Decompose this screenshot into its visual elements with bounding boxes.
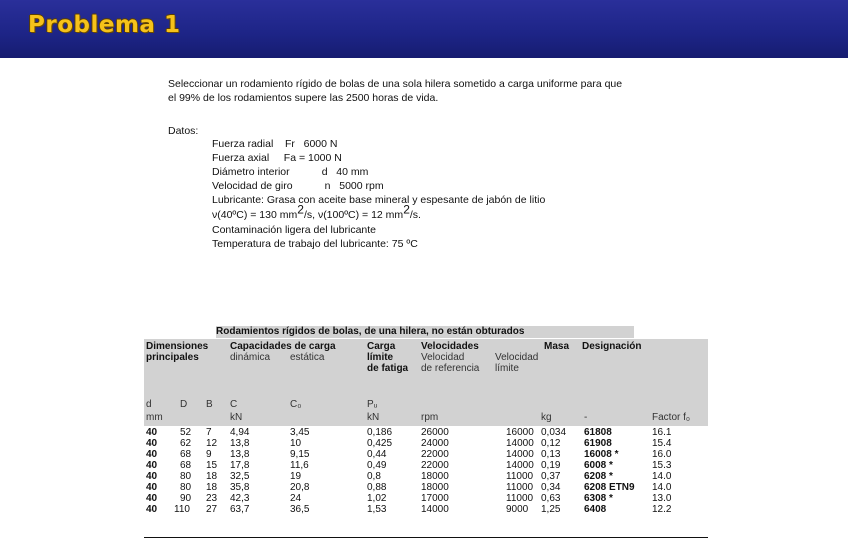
header-factor: Factor f₀ <box>652 412 691 423</box>
datos-item: Fuerza axial Fa = 1000 N <box>212 152 342 164</box>
table-caption: Rodamientos rígidos de bolas, de una hilera, no están obturados <box>216 326 634 338</box>
header-bar <box>0 0 848 58</box>
header-B: B <box>206 399 213 410</box>
viscosity-line: ν(40ºC) = 130 $mm^2/s$, ν(100ºC) = 12 $mm^2/s$. <box>212 202 421 221</box>
datos-item: Fuerza radial Fr 6000 N <box>212 138 338 150</box>
bearing-table <box>144 326 708 540</box>
unit-rpm: rpm <box>421 412 439 423</box>
table-header <box>144 339 708 426</box>
intro-line: Seleccionar un rodamiento rígido de bolas de una sola hilera sometido a carga uniforme para que <box>168 78 623 90</box>
datos-list <box>212 137 672 251</box>
datos-item: Lubricante: Grasa con aceite base mineral y espesante de jabón de litio <box>212 194 546 206</box>
header-C0: C₀ <box>290 399 302 410</box>
unit-kn-2: kN <box>367 412 380 423</box>
header-dimensiones: Dimensiones <box>146 341 209 352</box>
header-masa: Masa <box>544 341 570 352</box>
unit-dash: - <box>584 412 588 423</box>
header-Pu: Pᵤ <box>367 399 378 410</box>
datos-item: Temperatura de trabajo del lubricante: 75 ºC <box>212 238 418 250</box>
table-row: 40 68 9 13,8 9,15 0,44 22000 14000 0,13 16008 * 16.0 <box>146 449 672 460</box>
header-de-referencia: de referencia <box>421 363 480 374</box>
header-principales: principales <box>146 352 199 363</box>
header-estatica: estática <box>290 352 325 363</box>
slide-title: Problema 1 <box>28 12 181 38</box>
unit-kn-1: kN <box>230 412 243 423</box>
header-designacion: Designación <box>582 341 642 352</box>
header-de-fatiga: de fatiga <box>367 363 409 374</box>
unit-kg: kg <box>541 412 552 423</box>
table-row: 40 68 15 17,8 11,6 0,49 22000 14000 0,19 6008 * 15.3 <box>146 460 672 471</box>
table-bottom-rule <box>144 537 708 538</box>
table-row: 40 80 18 32,5 19 0,8 18000 11000 0,37 6208 * 14.0 <box>146 471 672 482</box>
intro-line: el 99% de los rodamientos supere las 2500 horas de vida. <box>168 92 439 104</box>
header-capacidades: Capacidades de carga <box>230 341 336 352</box>
header-C: C <box>230 399 238 410</box>
header-velocidad-ref: Velocidad <box>421 352 465 363</box>
datos-item: Velocidad de giro n 5000 rpm <box>212 180 384 192</box>
header-carga: Carga <box>367 341 396 352</box>
problem-statement <box>168 77 728 105</box>
header-D: D <box>180 399 188 410</box>
table-row: 40 90 23 42,3 24 1,02 17000 11000 0,63 6308 * 13.0 <box>146 493 672 504</box>
table-row: 40 80 18 35,8 20,8 0,88 18000 11000 0,34 6208 ETN9 14.0 <box>146 482 672 493</box>
table-row: 40 52 7 4,94 3,45 0,186 26000 16000 0,034 61808 16.1 <box>146 427 672 438</box>
header-dinamica: dinámica <box>230 352 271 363</box>
header-velocidad-lim: Velocidad <box>495 352 539 363</box>
header-d: d <box>146 399 152 410</box>
header-limite: límite <box>367 352 394 363</box>
table-row: 40 62 12 13,8 10 0,425 24000 14000 0,12 61908 15.4 <box>146 438 672 449</box>
header-velocidades: Velocidades <box>421 341 479 352</box>
unit-mm: mm <box>146 412 163 423</box>
datos-label: Datos: <box>168 125 199 137</box>
table-row: 40 110 27 63,7 36,5 1,53 14000 9000 1,25 6408 12.2 <box>146 504 672 515</box>
datos-item: Diámetro interior d 40 mm <box>212 166 369 178</box>
datos-item: Contaminación ligera del lubricante <box>212 224 377 236</box>
header-limite-vel: límite <box>495 363 519 374</box>
